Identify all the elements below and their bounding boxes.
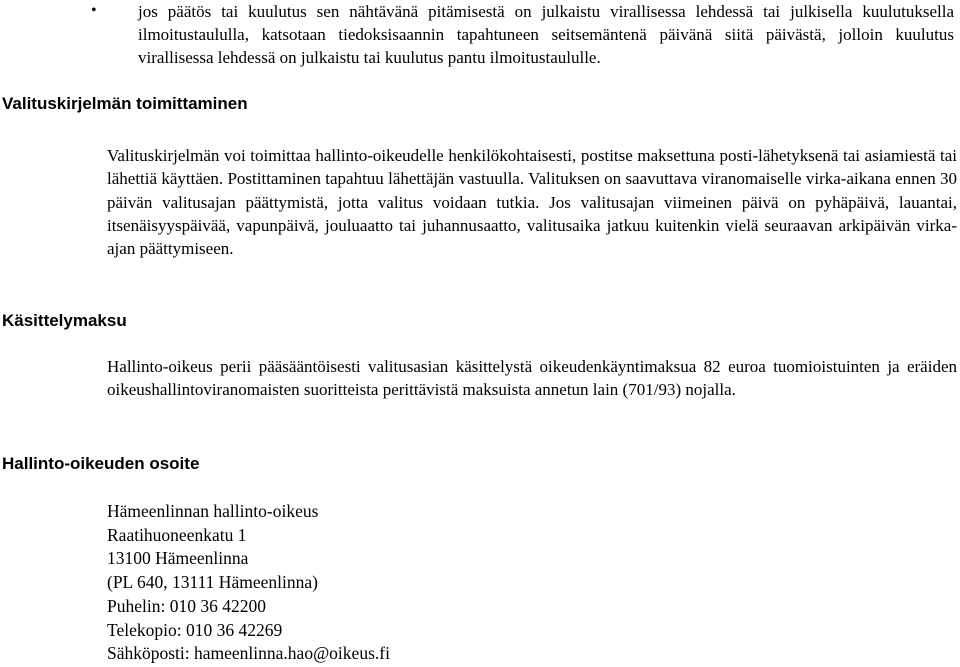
bullet-text: jos päätös tai kuulutus sen nähtävänä pitämisestä on julkaistu virallisessa lehdessä tai julkisella kuulutuksella ilmoitustaululla, katsotaan tiedoksisaannin tapahtuneen seitsemäntenä päivänä siitä päivästä, jolloin kuulutus virallisessa lehdessä on julkaistu tai kuulutus pantu ilmoitustaululle. [138,2,954,67]
address-po-box: (PL 640, 13111 Hämeenlinna) [107,572,318,593]
address-fax: Telekopio: 010 36 42269 [107,619,283,640]
address-phone: Puhelin: 010 36 42200 [107,595,266,616]
section-heading-fee: Käsittelymaksu [2,311,127,330]
section-body-submission: Valituskirjelmän voi toimittaa hallinto-oikeudelle henkilökohtaisesti, postitse maksettuna posti-lähetyksenä tai asiamiestä tai lähettiä käyttäen. Postittaminen tapahtuu lähettäjän vastuulla. Valituksen on saavuttava viranomaiselle virka-aikana ennen 30 päivän valitusajan päättymistä, jotta valitus voidaan tutkia. Jos valitusajan viimeinen päivä on pyhäpäivä, lauantai, itsenäisyyspäivää, vapunpäivä, jouluaatto tai juhannusaatto, valitusaika jatkuu kuitenkin vielä seuraavan arkipäivän virka-ajan päättymiseen. [107,146,957,259]
court-address [107,500,390,666]
section-heading-address: Hallinto-oikeuden osoite [2,454,200,473]
address-court-name: Hämeenlinnan hallinto-oikeus [107,501,319,521]
bullet-symbol: • [91,2,97,19]
address-postal-city: 13100 Hämeenlinna [107,548,249,569]
section-body-fee: Hallinto-oikeus perii pääsääntöisesti valitusasian käsittelystä oikeudenkäyntimaksua 82 euroa tuomioistuinten ja eräiden oikeushallintoviranomaisten suoritteista perittävistä maksuista annetun lain (701/93) nojalla. [107,357,957,400]
address-street: Raatihuoneenkatu 1 [107,524,247,545]
address-email: Sähköposti: hameenlinna.hao@oikeus.fi [107,643,390,664]
bullet-list-item [91,0,954,69]
section-heading-submission: Valituskirjelmän toimittaminen [2,94,248,113]
